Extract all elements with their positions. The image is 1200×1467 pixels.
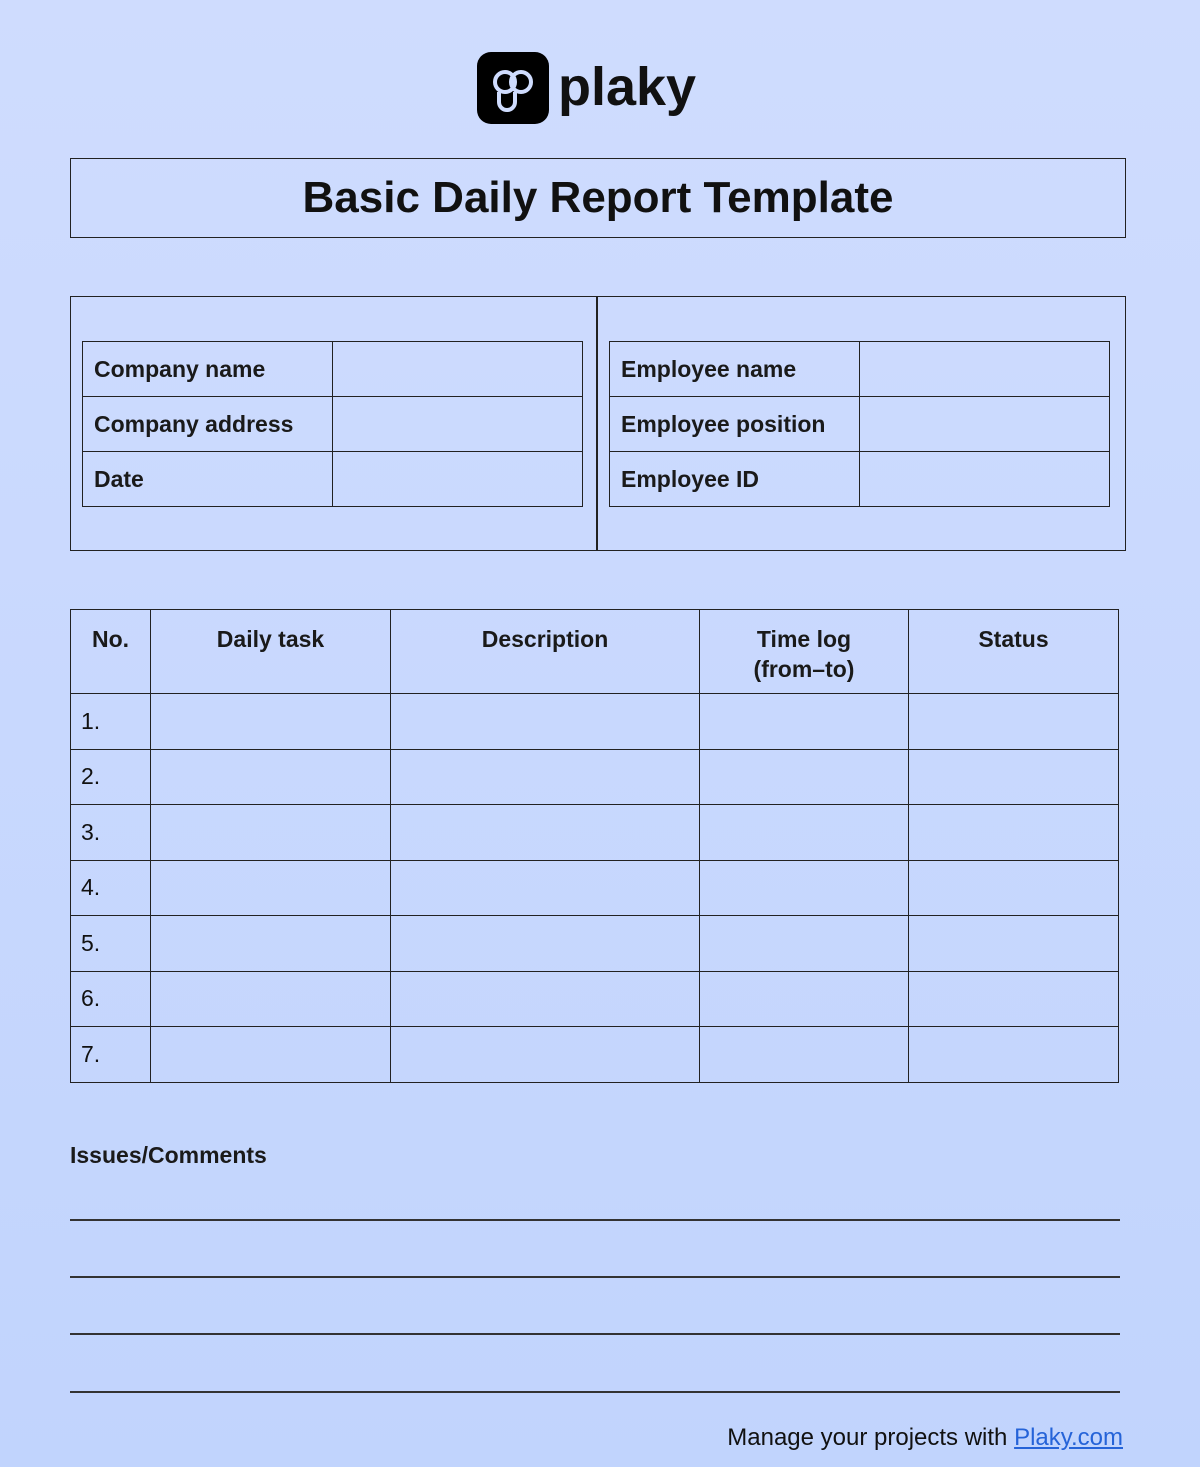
row-number: 7. — [71, 1027, 151, 1083]
comment-line[interactable] — [70, 1391, 1120, 1393]
header-description: Description — [391, 610, 700, 694]
field-label: Company name — [83, 342, 333, 397]
table-cell[interactable] — [700, 971, 909, 1027]
footer-text: Manage your projects with — [727, 1424, 1015, 1451]
footer — [727, 1424, 1123, 1452]
table-row — [71, 1027, 1119, 1083]
page-title: Basic Daily Report Template — [70, 158, 1126, 238]
table-row — [71, 694, 1119, 750]
row-number: 5. — [71, 916, 151, 972]
table-cell[interactable] — [151, 860, 391, 916]
table-cell[interactable] — [909, 805, 1119, 861]
table-row — [71, 860, 1119, 916]
row-number: 3. — [71, 805, 151, 861]
header-no: No. — [71, 610, 151, 694]
plaky-logo-icon — [477, 52, 549, 124]
table-cell[interactable] — [700, 694, 909, 750]
task-table — [70, 609, 1119, 1083]
field-label: Company address — [83, 397, 333, 452]
company-info-table — [82, 341, 583, 507]
table-cell[interactable] — [700, 1027, 909, 1083]
row-number: 4. — [71, 860, 151, 916]
table-cell[interactable] — [909, 860, 1119, 916]
header-time-log-line1: Time log — [756, 626, 852, 652]
table-cell[interactable] — [391, 805, 700, 861]
employee-id-field[interactable] — [860, 452, 1110, 507]
table-header-row — [71, 610, 1119, 694]
field-label: Date — [83, 452, 333, 507]
plaky-logo-text: plaky — [558, 57, 697, 117]
table-row — [83, 397, 583, 452]
employee-info-table — [609, 341, 1110, 507]
table-row — [610, 342, 1110, 397]
field-label: Employee ID — [610, 452, 860, 507]
table-cell[interactable] — [151, 694, 391, 750]
table-row — [610, 397, 1110, 452]
header-daily-task: Daily task — [151, 610, 391, 694]
table-row — [71, 805, 1119, 861]
comment-line[interactable] — [70, 1276, 1120, 1278]
company-name-field[interactable] — [333, 342, 583, 397]
plaky-link[interactable]: Plaky.com — [1014, 1424, 1123, 1451]
table-row — [610, 452, 1110, 507]
date-field[interactable] — [333, 452, 583, 507]
table-row — [71, 749, 1119, 805]
table-cell[interactable] — [909, 916, 1119, 972]
table-cell[interactable] — [151, 805, 391, 861]
table-cell[interactable] — [700, 749, 909, 805]
table-cell[interactable] — [391, 1027, 700, 1083]
table-cell[interactable] — [391, 971, 700, 1027]
company-address-field[interactable] — [333, 397, 583, 452]
table-cell[interactable] — [391, 694, 700, 750]
table-cell[interactable] — [151, 971, 391, 1027]
field-label: Employee position — [610, 397, 860, 452]
table-cell[interactable] — [909, 971, 1119, 1027]
table-cell[interactable] — [391, 916, 700, 972]
table-cell[interactable] — [151, 749, 391, 805]
issues-label: Issues/Comments — [70, 1142, 267, 1168]
table-row — [71, 916, 1119, 972]
header-status: Status — [909, 610, 1119, 694]
table-cell[interactable] — [700, 805, 909, 861]
field-label: Employee name — [610, 342, 860, 397]
table-cell[interactable] — [151, 1027, 391, 1083]
row-number: 6. — [71, 971, 151, 1027]
employee-name-field[interactable] — [860, 342, 1110, 397]
table-cell[interactable] — [909, 1027, 1119, 1083]
info-divider — [596, 296, 598, 551]
comment-line[interactable] — [70, 1333, 1120, 1335]
row-number: 2. — [71, 749, 151, 805]
table-cell[interactable] — [391, 860, 700, 916]
table-row — [71, 971, 1119, 1027]
table-cell[interactable] — [909, 749, 1119, 805]
employee-position-field[interactable] — [860, 397, 1110, 452]
table-cell[interactable] — [909, 694, 1119, 750]
table-cell[interactable] — [700, 916, 909, 972]
table-row — [83, 452, 583, 507]
header-time-log — [700, 610, 909, 694]
table-cell[interactable] — [700, 860, 909, 916]
header-time-log-line2: (from–to) — [753, 656, 855, 682]
table-cell[interactable] — [391, 749, 700, 805]
table-row — [83, 342, 583, 397]
table-cell[interactable] — [151, 916, 391, 972]
comment-line[interactable] — [70, 1219, 1120, 1221]
row-number: 1. — [71, 694, 151, 750]
